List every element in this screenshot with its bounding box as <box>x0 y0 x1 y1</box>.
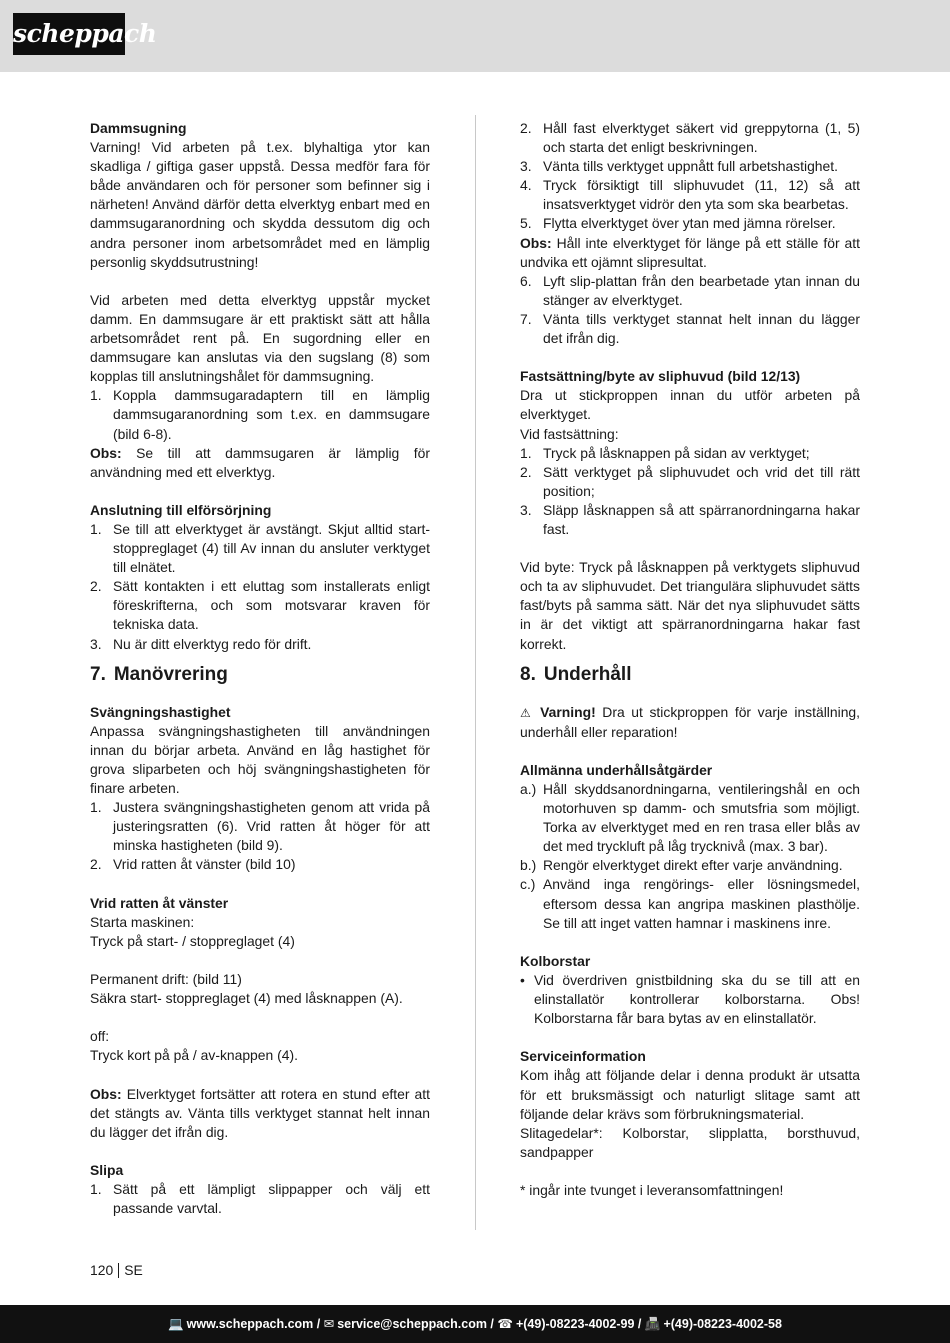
page-number: 120 SE <box>90 1262 143 1278</box>
fastsattning-subheading: Vid fastsättning: <box>520 425 619 442</box>
section-heading-vrid: Vrid ratten åt vänster <box>90 894 229 911</box>
section-heading-service: Serviceinformation <box>520 1048 646 1065</box>
fastsattning-list <box>520 444 860 539</box>
fax-icon: 📠 <box>644 1317 661 1331</box>
allmanna-list <box>520 780 860 933</box>
section-heading-fastsattning: Fastsättning/byte av sliphuvud (bild 12/13) <box>520 368 801 385</box>
website-link[interactable]: www.scheppach.com <box>186 1317 314 1331</box>
obs-note-1: Obs: Se till att dammsugaren är lämplig för användning med ett elverktyg. <box>90 444 430 480</box>
mail-icon: ✉ <box>323 1317 335 1331</box>
list-item: • Vid överdriven gnistbildning ska du se till att en elinstallatör kontrollerar kolborstarna. Obs! Kolborstarna får bara bytas av en elinstallatör. <box>520 971 860 1028</box>
permanent-line-1: Permanent drift: (bild 11) <box>90 970 242 987</box>
fax-number: +(49)-08223-4002-58 <box>663 1317 782 1331</box>
list-item: 7. Vänta tills verktyget stannat helt innan du lägger det ifrån dig. <box>520 310 860 347</box>
slipa-list <box>90 1180 430 1218</box>
phone-icon: ☎ <box>497 1317 513 1331</box>
byte-paragraph: Vid byte: Tryck på låsknappen på verktygets sliphuvud och ta av sliphuvudet. Det triangulära sliphuvudet sätts fast/byts på samma sätt. När det nya sliphuvudet sätts in är det viktigt att spärranordningarna hakar fast korrekt. <box>520 559 860 652</box>
warning-icon: ⚠ <box>520 705 534 720</box>
chapter-heading-8: 8. Underhåll <box>520 663 632 685</box>
slipa-list-end <box>520 272 860 348</box>
list-item: 3. Vänta tills verktyget uppnått full arbetshastighet. <box>520 158 838 175</box>
svangning-paragraph: Anpassa svängningshastigheten till användningen innan du börjar arbeta. Använd en låg hastighet för grova sliparbeten och höj svängningshastigheten för finare arbeten. <box>90 722 430 796</box>
list-item: 5. Flytta elverktyget över ytan med jämna rörelser. <box>520 215 836 232</box>
svangning-list <box>90 798 430 874</box>
footer-contact-bar: 💻 www.scheppach.com / ✉ service@scheppach.com / ☎ +(49)-08223-4002-99 / 📠 +(49)-08223-4002-58 <box>0 1305 950 1343</box>
service-paragraph: Kom ihåg att följande delar i denna produkt är utsatta för ett bruksmässigt och naturligt slitage samt att följande delar krävs som förbrukningsmaterial. <box>520 1067 860 1122</box>
list-item: 2. Sätt verktyget på sliphuvudet och vrid det till rätt position; <box>520 463 860 499</box>
section-heading-anslutning: Anslutning till elförsörjning <box>90 501 272 518</box>
dammsugning-warning-paragraph: Varning! Vid arbeten på t.ex. blyhaltiga ytor kan skadliga / giftiga gaser uppstå. Dessa medför fara för både användaren och för personer som befinner sig i närheten! Använd därför detta elverktyg enbart med en dammsugaranordning och skydda dessutom dig och andra personer inom arbetsområdet med en lämplig personlig skyddsutrustning! <box>90 139 430 270</box>
anslutning-list <box>90 520 430 654</box>
brand-logo: scheppach <box>13 13 125 55</box>
right-column <box>520 119 860 1200</box>
column-divider <box>475 115 476 1230</box>
list-item: a.) Håll skyddsanordningarna, ventileringshål en och motorhuven sp damm- och smutsfria som möjligt. Torka av elverktyget med en ren trasa eller blås av det med tryckluft på låg trycknivå (max. 3 bar). <box>520 781 860 855</box>
list-item: 1. Justera svängningshastigheten genom att vrida på justeringsratten (6). Vrid ratten åt höger för att minska hastigheten (bild 9). <box>90 799 430 854</box>
obs-note-2: Obs: Elverktyget fortsätter att rotera en stund efter att det stängts av. Vänta tills verktyget stannat helt innan du lägger det ifrån dig. <box>90 1085 430 1140</box>
fastsattning-paragraph: Dra ut stickproppen innan du utför arbeten på elverktyget. <box>520 387 860 423</box>
left-column <box>90 119 430 1218</box>
section-heading-svangning: Svängningshastighet <box>90 703 231 720</box>
phone-number: +(49)-08223-4002-99 <box>515 1317 635 1331</box>
list-item: 2. Vrid ratten åt vänster (bild 10) <box>90 856 296 873</box>
section-heading-dammsugning: Dammsugning <box>90 120 187 136</box>
list-item: 3. Nu är ditt elverktyg redo för drift. <box>90 635 312 652</box>
off-line-2: Tryck kort på på / av-knappen (4). <box>90 1047 298 1064</box>
off-line-1: off: <box>90 1028 110 1045</box>
vrid-line-1: Starta maskinen: <box>90 913 195 930</box>
footnote: * ingår inte tvunget i leveransomfattningen! <box>520 1181 784 1198</box>
permanent-line-2: Säkra start- stoppreglaget (4) med låsknappen (A). <box>90 990 403 1007</box>
email-link[interactable]: service@scheppach.com <box>337 1317 487 1331</box>
list-item: 3. Släpp låsknappen så att spärranordningarna hakar fast. <box>520 501 860 537</box>
section-heading-allmanna: Allmänna underhållsåtgärder <box>520 761 713 778</box>
section-heading-kolborstar: Kolborstar <box>520 952 591 969</box>
section-heading-slipa: Slipa <box>90 1161 124 1178</box>
list-item: 6. Lyft slip-plattan från den bearbetade ytan innan du stänger av elverktyget. <box>520 272 860 308</box>
list-item: 1. Tryck på låsknappen på sidan av verktyget; <box>520 444 810 461</box>
service-wear-parts: Slitagedelar*: Kolborstar, slipplatta, borsthuvud, sandpapper <box>520 1124 860 1160</box>
list-item: 1. Se till att elverktyget är avstängt. Skjut alltid start-stoppreglaget (4) till Av innan du ansluter verktyget till elnätet. <box>90 520 430 576</box>
vrid-line-2: Tryck på start- / stoppreglaget (4) <box>90 932 295 949</box>
list-item: b.) Rengör elverktyget direkt efter varje användning. <box>520 857 843 874</box>
header-bar <box>0 0 950 72</box>
list-item: 4. Tryck försiktigt till sliphuvudet (11, 12) så att insatsverktyget vidrör den yta som ska bearbetas. <box>520 177 860 213</box>
bullet-icon: • <box>520 971 525 988</box>
list-item: 1. Sätt på ett lämpligt slippapper och välj ett passande varvtal. <box>90 1180 430 1217</box>
list-item: 2. Sätt kontakten i ett eluttag som installerats enligt föreskrifterna, och som motsvarar kraven för tekniska data. <box>90 578 430 633</box>
obs-note-3: Obs: Håll inte elverktyget för länge på ett ställe för att undvika ett ojämnt slipresultat. <box>520 234 860 270</box>
list-item: 2. Håll fast elverktyget säkert vid greppytorna (1, 5) och starta det enligt beskrivningen. <box>520 120 860 156</box>
dammsugning-list <box>90 386 430 443</box>
list-item: 1. Koppla dammsugaradaptern till en lämplig dammsugaranordning som t.ex. en dammsugare (bild 6-8). <box>90 387 430 442</box>
chapter-heading-7: 7. Manövrering <box>90 663 228 685</box>
slipa-list-continued <box>520 119 860 234</box>
computer-icon: 💻 <box>168 1317 184 1331</box>
maintenance-warning: ⚠ Varning! Dra ut stickproppen för varje inställning, underhåll eller reparation! <box>520 703 861 740</box>
list-item: c.) Använd inga rengörings- eller lösningsmedel, eftersom dessa kan angripa maskinen plasthölje. Se till att inget vatten hamnar i maskinens inre. <box>520 876 860 931</box>
kolborstar-list <box>520 971 860 1028</box>
dammsugning-paragraph: Vid arbeten med detta elverktyg uppstår mycket damm. En dammsugare är ett praktiskt sätt att hålla arbetsområdet rent på. En sugordning eller en dammsugare kan anslutas via den sugslang (8) som kopplas till anslutningshålet för dammsugning. <box>90 291 430 385</box>
